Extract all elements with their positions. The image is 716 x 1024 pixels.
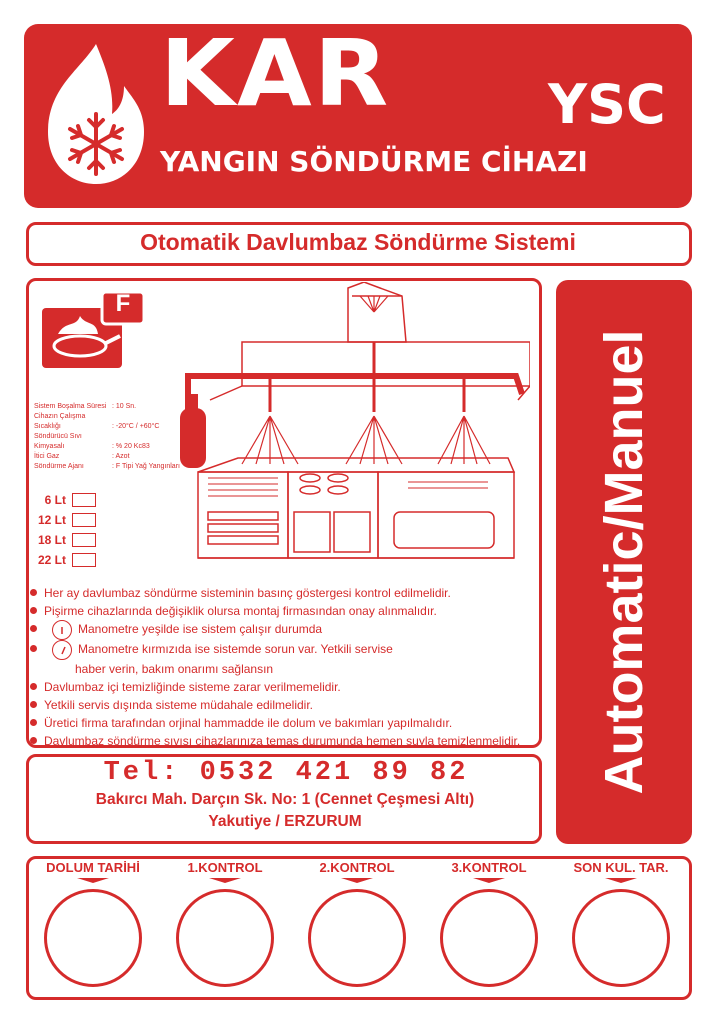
fire-class-letter: F xyxy=(115,290,131,317)
list-item: Yetkili servis dışında sisteme müdahale edilmelidir. xyxy=(30,696,550,714)
bullet-icon xyxy=(30,719,37,726)
bullet-icon xyxy=(30,683,37,690)
spec-row: Söndürücü Sıvı Kimyasalı : % 20 Kc83 xyxy=(34,433,150,450)
brand-tagline: YANGIN SÖNDÜRME CİHAZI xyxy=(160,145,588,178)
spec-row: Cihazın Çalışma Sıcaklığı : -20°C / +60°C xyxy=(34,413,160,430)
control-slot-fill-date: DOLUM TARİHİ xyxy=(28,860,158,987)
instructions-list xyxy=(30,584,550,750)
list-item: Manometre kırmızıda ise sistemde sorun var. Yetkili servise xyxy=(30,640,550,660)
page-subtitle: Otomatik Davlumbaz Söndürme Sistemi xyxy=(140,229,576,255)
arrow-down-icon xyxy=(209,878,241,883)
capacity-option: 22 Lt xyxy=(34,550,96,570)
date-stamp-circle[interactable] xyxy=(176,889,274,987)
flame-snowflake-icon xyxy=(40,40,152,188)
capacity-checkbox[interactable] xyxy=(72,533,96,547)
date-stamp-circle[interactable] xyxy=(44,889,142,987)
bullet-icon xyxy=(30,701,37,708)
address-city: Yakutiye / ERZURUM xyxy=(208,813,362,830)
bullet-icon xyxy=(30,607,37,614)
capacity-checklist xyxy=(34,490,96,570)
control-slot-3: 3.KONTROL xyxy=(424,860,554,987)
control-slot-2: 2.KONTROL xyxy=(292,860,422,987)
arrow-down-icon xyxy=(77,878,109,883)
control-slot-expiry: SON KUL. TAR. xyxy=(556,860,686,987)
bullet-icon xyxy=(30,645,37,652)
capacity-checkbox[interactable] xyxy=(72,513,96,527)
arrow-down-icon xyxy=(473,878,505,883)
list-item: Davlumbaz içi temizliğinde sisteme zarar verilmemelidir. xyxy=(30,678,550,696)
date-stamp-circle[interactable] xyxy=(572,889,670,987)
kitchen-hood-illustration xyxy=(178,282,530,572)
date-stamp-circle[interactable] xyxy=(308,889,406,987)
arrow-down-icon xyxy=(605,878,637,883)
address-line: Bakırcı Mah. Darçın Sk. No: 1 (Cennet Çeşmesi Altı) xyxy=(95,791,475,808)
bullet-icon xyxy=(30,625,37,632)
capacity-option: 12 Lt xyxy=(34,510,96,530)
spec-list xyxy=(34,402,180,472)
list-item: Davlumbaz söndürme sıvısı cihazlarınıza temas durumunda hemen suyla temizlenmelidir. xyxy=(30,732,550,750)
gauge-green-icon xyxy=(52,620,72,640)
spec-row: İtici Gaz : Azot xyxy=(34,453,130,460)
control-slot-1: 1.KONTROL xyxy=(160,860,290,987)
gauge-red-icon xyxy=(52,640,72,660)
brand-suffix: YSC xyxy=(548,73,666,136)
list-item: Pişirme cihazlarında değişiklik olursa montaj firmasından onay alınmalıdır. xyxy=(30,602,550,620)
list-item: haber verin, bakım onarımı sağlansın xyxy=(75,662,274,676)
bullet-icon xyxy=(30,589,37,596)
list-item: Üretici firma tarafından orjinal hammadde ile dolum ve bakımları yapılmalıdır. xyxy=(30,714,550,732)
list-item: Manometre yeşilde ise sistem çalışır durumda xyxy=(30,620,550,640)
mode-label: Automatic/Manuel xyxy=(594,329,654,795)
capacity-checkbox[interactable] xyxy=(72,553,96,567)
capacity-checkbox[interactable] xyxy=(72,493,96,507)
spec-row: Sistem Boşalma Süresi : 10 Sn. xyxy=(34,403,137,410)
arrow-down-icon xyxy=(341,878,373,883)
list-item: Her ay davlumbaz söndürme sisteminin basınç göstergesi kontrol edilmelidir. xyxy=(30,584,550,602)
date-stamp-circle[interactable] xyxy=(440,889,538,987)
spec-row: Söndürme Ajanı : F Tipi Yağ Yangınları xyxy=(34,463,180,470)
capacity-option: 6 Lt xyxy=(34,490,96,510)
bullet-icon xyxy=(30,737,37,744)
brand-name: KAR xyxy=(160,20,391,127)
phone-number: Tel: 0532 421 89 82 xyxy=(103,758,469,788)
capacity-option: 18 Lt xyxy=(34,530,96,550)
